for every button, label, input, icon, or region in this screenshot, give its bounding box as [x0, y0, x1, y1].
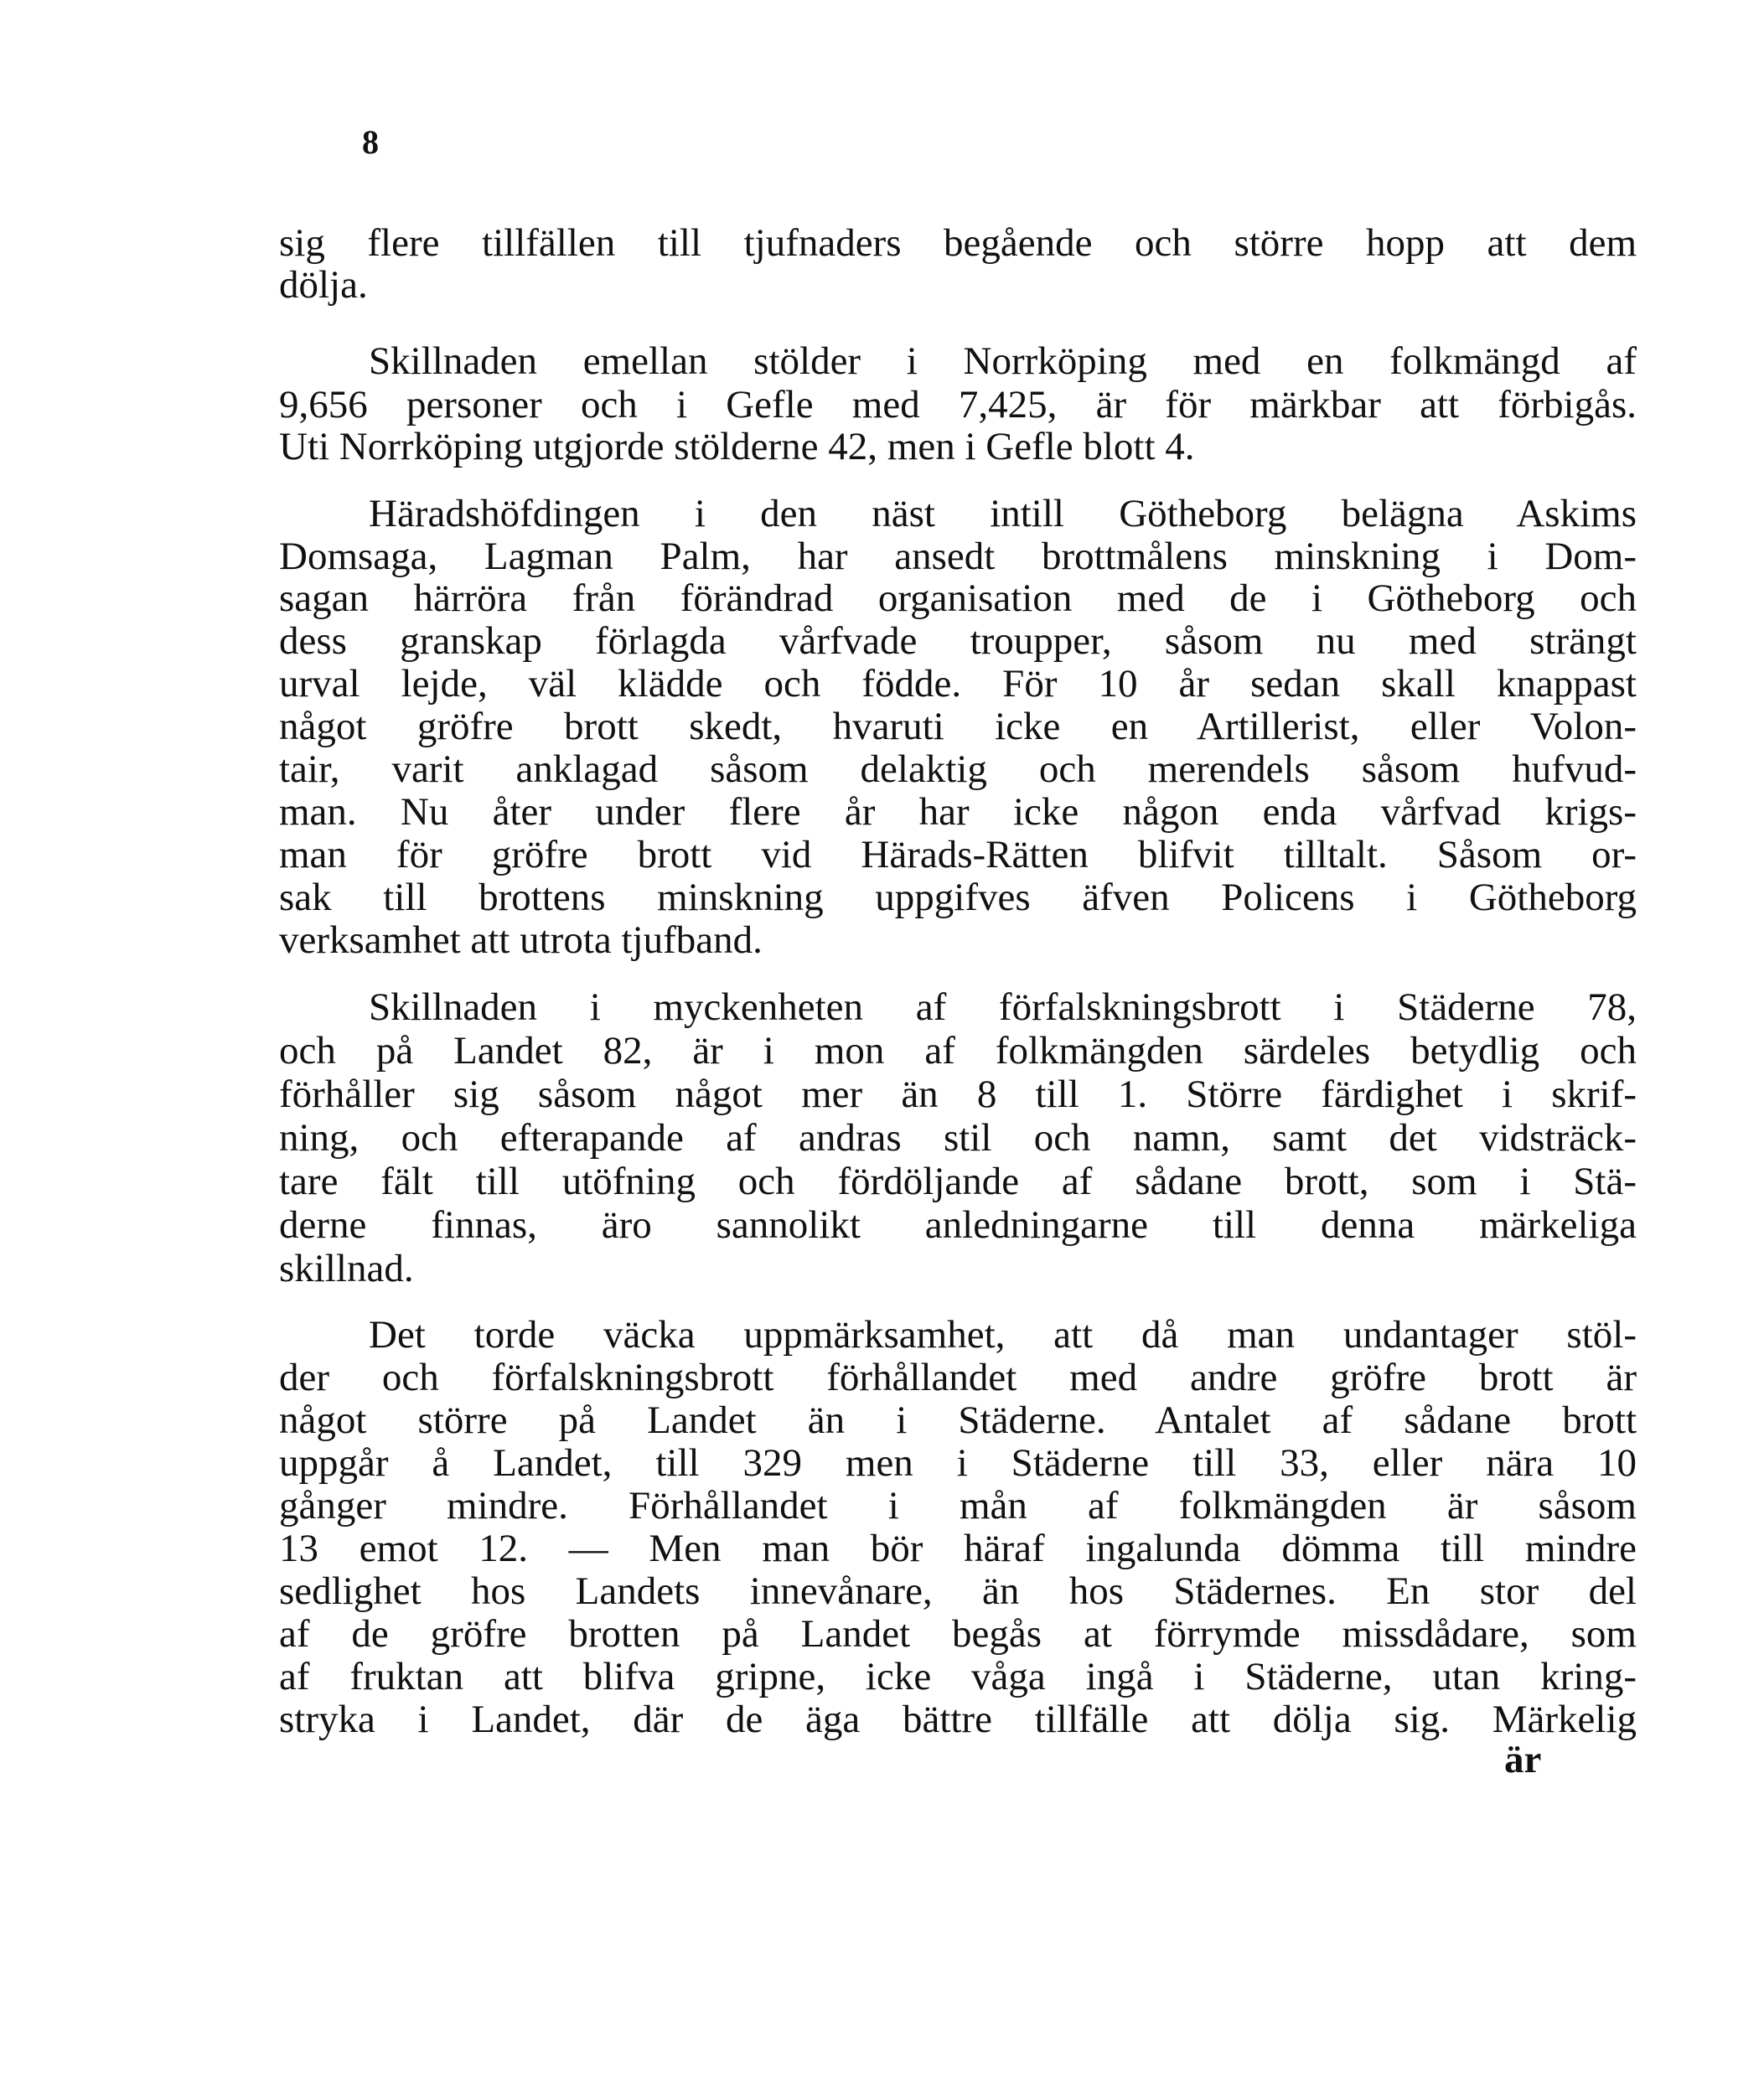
text-line: och på Landet 82, är i mon af folkmängden särdeles betydlig och	[279, 1029, 1637, 1073]
text-line: sagan härröra från förändrad organisation med de i Götheborg och	[279, 576, 1637, 620]
page-number: 8	[362, 123, 379, 161]
text-line: Uti Norrköping utgjorde stölderne 42, men i Gefle blott 4.	[279, 425, 1195, 468]
text-line: gånger mindre. Förhållandet i mån af folkmängden är såsom	[279, 1484, 1637, 1528]
text-line: tare fält till utöfning och fördöljande af sådane brott, som i Stä-	[279, 1160, 1637, 1203]
text-line: Skillnaden i myckenheten af förfalskningsbrott i Städerne 78,	[369, 985, 1637, 1029]
text-line: verksamhet att utrota tjufband.	[279, 918, 763, 962]
text-line: något större på Landet än i Städerne. Antalet af sådane brott	[279, 1398, 1637, 1442]
text-line: dölja.	[279, 263, 368, 307]
text-line: sedlighet hos Landets innevånare, än hos Städernes. En stor del	[279, 1569, 1637, 1613]
text-line: Skillnaden emellan stölder i Norrköping med en folkmängd af	[369, 339, 1637, 383]
text-line: man för gröfre brott vid Härads-Rätten blifvit tilltalt. Såsom or-	[279, 833, 1637, 876]
text-line: förhåller sig såsom något mer än 8 till 1. Större färdighet i skrif-	[279, 1073, 1637, 1116]
text-line: Domsaga, Lagman Palm, har ansedt brottmålens minskning i Dom-	[279, 535, 1637, 578]
text-line: derne finnas, äro sannolikt anledningarne till denna märkeliga	[279, 1203, 1637, 1247]
text-line: skillnad.	[279, 1247, 414, 1290]
text-line: uppgår å Landet, till 329 men i Städerne till 33, eller nära 10	[279, 1441, 1637, 1485]
text-line: man. Nu åter under flere år har icke någon enda vårfvad krigs-	[279, 790, 1637, 834]
text-line: sig flere tillfällen till tjufnaders begående och större hopp att dem	[279, 221, 1637, 265]
text-line: Det torde väcka uppmärksamhet, att då man undantager stöl-	[369, 1313, 1637, 1357]
text-line: af fruktan att blifva gripne, icke våga ingå i Städerne, utan kring-	[279, 1655, 1637, 1698]
catchword: är	[1504, 1738, 1542, 1781]
text-line: der och förfalskningsbrott förhållandet med andre gröfre brott är	[279, 1356, 1637, 1399]
text-line: ning, och efterapande af andras stil och namn, samt det vidsträck-	[279, 1116, 1637, 1160]
text-line: stryka i Landet, där de äga bättre tillfälle att dölja sig. Märkelig	[279, 1698, 1637, 1741]
text-line: 13 emot 12. — Men man bör häraf ingalunda dömma till mindre	[279, 1527, 1637, 1570]
text-line: af de gröfre brotten på Landet begås at förrymde missdådare, som	[279, 1612, 1637, 1656]
text-line: något gröfre brott skedt, hvaruti icke en Artillerist, eller Volon-	[279, 705, 1637, 748]
text-line: sak till brottens minskning uppgifves äfven Policens i Götheborg	[279, 876, 1637, 919]
text-line: Häradshöfdingen i den näst intill Götheborg belägna Askims	[369, 492, 1637, 535]
text-line: urval lejde, väl klädde och födde. För 10 år sedan skall knappast	[279, 662, 1637, 706]
text-line: tair, varit anklagad såsom delaktig och merendels såsom hufvud-	[279, 747, 1637, 791]
text-line: dess granskap förlagda vårfvade troupper, såsom nu med strängt	[279, 619, 1637, 663]
text-line: 9,656 personer och i Gefle med 7,425, är för märkbar att förbigås.	[279, 383, 1637, 426]
